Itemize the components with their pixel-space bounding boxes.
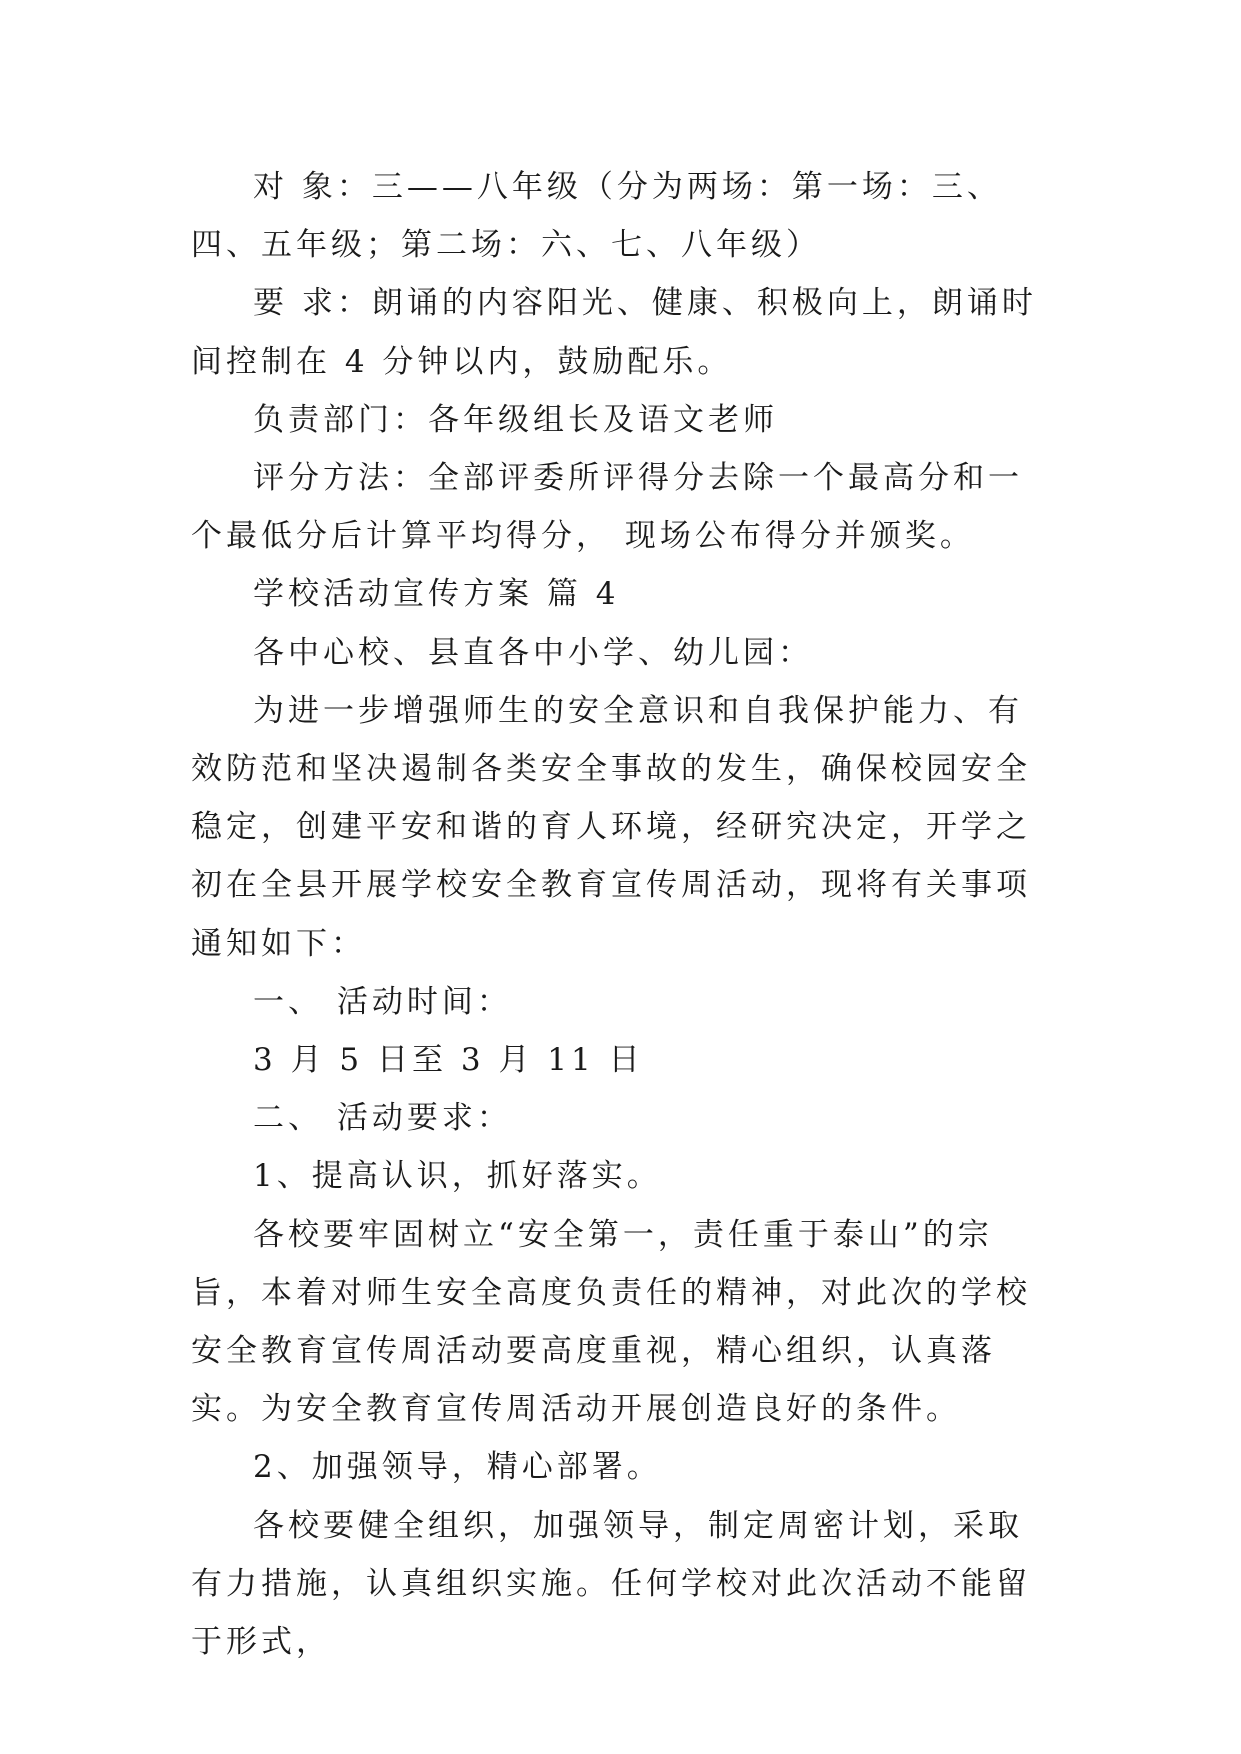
paragraph-activity-dates: 3 月 5 日至 3 月 11 日 bbox=[253, 1042, 644, 1079]
heading-activity-time: 一、 活动时间： bbox=[253, 983, 512, 1020]
document-body bbox=[191, 158, 1051, 1671]
paragraph-strengthen-leadership: 各校要健全组织，加强领导，制定周密计划，采取有力措施，认真组织实施。任何学校对此次活动不能留于形式， bbox=[191, 1507, 1031, 1661]
paragraph-raise-awareness: 各校要牢固树立“安全第一，责任重于泰山”的宗旨，本着对师生安全高度负责任的精神，对此次的学校安全教育宣传周活动要高度重视，精心组织，认真落实。为安全教育宣传周活动开展创造良好的条件。 bbox=[191, 1216, 1031, 1428]
paragraph-salutation: 各中心校、县直各中小学、幼儿园： bbox=[253, 634, 813, 671]
section-heading-plan-4: 学校活动宣传方案 篇 4 bbox=[253, 576, 620, 613]
heading-activity-requirements: 二、 活动要求： bbox=[253, 1100, 512, 1137]
paragraph-target-audience: 对 象：三——八年级（分为两场：第一场：三、四、五年级；第二场：六、七、八年级） bbox=[191, 169, 1002, 264]
subheading-strengthen-leadership: 2、加强领导，精心部署。 bbox=[253, 1449, 662, 1486]
paragraph-scoring-method: 评分方法：全部评委所评得分去除一个最高分和一个最低分后计算平均得分， 现场公布得分并颁奖。 bbox=[191, 460, 1023, 555]
subheading-raise-awareness: 1、提高认识，抓好落实。 bbox=[253, 1158, 662, 1195]
paragraph-intro: 为进一步增强师生的安全意识和自我保护能力、有效防范和坚决遏制各类安全事故的发生，确保校园安全稳定，创建平安和谐的育人环境，经研究决定，开学之初在全县开展学校安全教育宣传周活动，现将有关事项通知如下： bbox=[191, 692, 1031, 962]
paragraph-requirements: 要 求：朗诵的内容阳光、健康、积极向上，朗诵时间控制在 4 分钟以内，鼓励配乐。 bbox=[191, 285, 1037, 380]
paragraph-responsible-dept: 负责部门：各年级组长及语文老师 bbox=[253, 401, 778, 438]
